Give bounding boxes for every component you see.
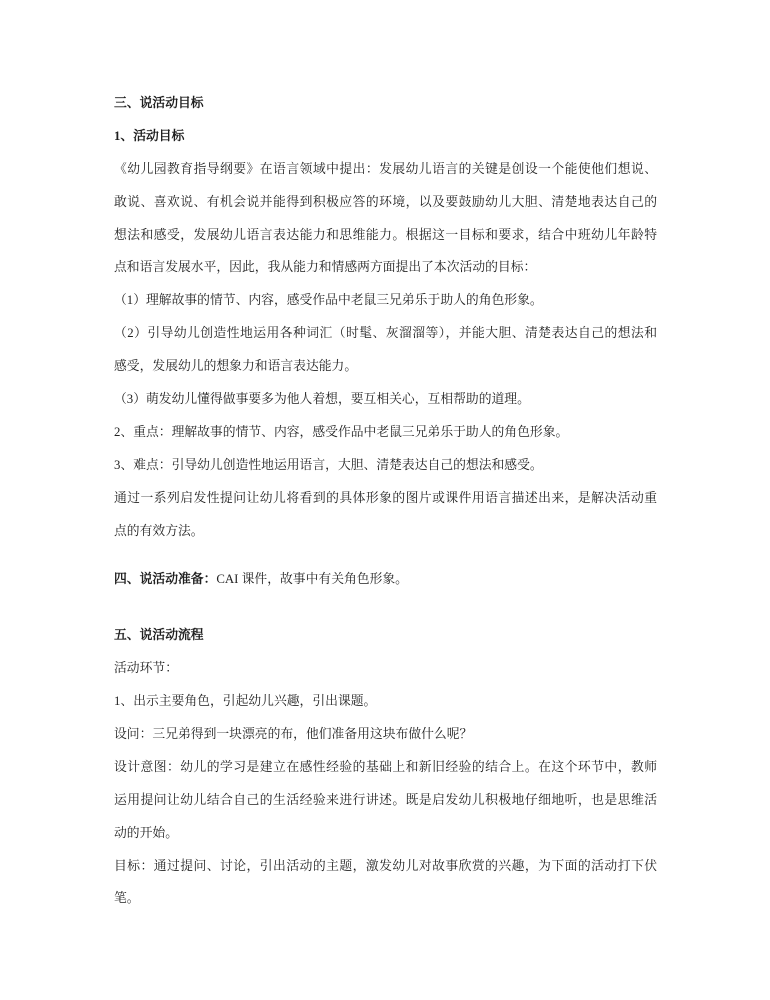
body-text-segment: （3）萌发幼儿懂得做事要多为他人着想，要互相关心，互相帮助的道理。 [114,392,530,407]
text-line [114,350,657,383]
heading-activity-goals [114,120,657,153]
text-line [114,87,657,120]
body-text-segment: 点的有效方法。 [114,523,204,538]
body-text-segment: CAI 课件，故事中有关角色形象。 [216,572,408,587]
body-text-segment: 活动环节： [114,661,178,676]
activity-phases-label [114,652,657,685]
text-line [114,751,657,784]
paragraph-method [114,482,657,548]
heading-section-three [114,87,657,120]
body-text-segment: 2、重点：理解故事的情节、内容，感受作品中老鼠三兄弟乐于助人的角色形象。 [114,424,569,439]
text-line [114,784,657,817]
key-point [114,416,657,449]
paragraph-outline-quote [114,153,657,285]
step-1 [114,685,657,718]
body-text-segment: （2）引导幼儿创造性地运用各种词汇（时髦、灰溜溜等），并能大胆、清楚表达自己的想法和 [114,326,657,341]
text-line [114,416,657,449]
text-line [114,317,657,350]
text-line [114,652,657,685]
question-prompt [114,718,657,751]
body-text-segment: 笔。 [114,891,140,906]
body-text-segment: 3、难点：引导幼儿创造性地运用语言，大胆、清楚表达自己的想法和感受。 [114,457,543,472]
text-line [114,685,657,718]
text-line [114,482,657,515]
body-text-segment: 动的开始。 [114,825,178,840]
body-text-segment: 设计意图：幼儿的学习是建立在感性经验的基础上和新旧经验的结合上。在这个环节中，教师 [114,759,657,774]
text-line [114,563,657,596]
body-text-segment: 设问：三兄弟得到一块漂亮的布，他们准备用这块布做什么呢？ [114,727,473,742]
body-text-segment: 点和语言发展水平，因此，我从能力和情感两方面提出了本次活动的目标： [114,260,537,275]
design-intent [114,751,657,850]
text-line [114,120,657,153]
goal-item-2 [114,317,657,383]
difficult-point [114,449,657,482]
text-line [114,383,657,416]
goal-item-3 [114,383,657,416]
text-line [114,718,657,751]
body-text-segment: 目标：通过提问、讨论，引出活动的主题，激发幼儿对故事欣赏的兴趣，为下面的活动打下伏 [114,858,657,873]
text-line [114,619,657,652]
text-line [114,251,657,284]
text-line [114,515,657,548]
body-text-segment: 《幼儿园教育指导纲要》在语言领域中提出：发展幼儿语言的关键是创设一个能使他们想说、 [114,161,657,176]
text-line [114,449,657,482]
text-line [114,186,657,219]
body-text-segment: 敢说、喜欢说、有机会说并能得到积极应答的环境，以及要鼓励幼儿大胆、清楚地表达自己的 [114,194,657,209]
body-text-segment: 运用提问让幼儿结合自己的生活经验来进行讲述。既是启发幼儿积极地仔细地听，也是思维活 [114,792,657,807]
bold-text-segment: 三、说活动目标 [114,96,204,110]
bold-text-segment: 四、说活动准备： [114,572,217,587]
text-line [114,284,657,317]
text-line [114,882,657,915]
body-text-segment: 感受，发展幼儿的想象力和语言表达能力。 [114,359,358,374]
body-text-segment: 通过一系列启发性提问让幼儿将看到的具体形象的图片或课件用语言描述出来，是解决活动重 [114,490,657,505]
body-text-segment: （1）理解故事的情节、内容，感受作品中老鼠三兄弟乐于助人的角色形象。 [114,293,543,308]
body-text-segment: 1、出示主要角色，引起幼儿兴趣，引出课题。 [114,694,377,709]
bold-text-segment: 1、活动目标 [114,128,185,143]
text-line [114,817,657,850]
section-four-preparation [114,563,657,596]
text-line [114,850,657,883]
body-text-segment: 想法和感受，发展幼儿语言表达能力和思维能力。根据这一目标和要求，结合中班幼儿年龄特 [114,227,657,242]
goal-item-1 [114,284,657,317]
text-line [114,219,657,252]
text-line [114,153,657,186]
heading-section-five [114,619,657,652]
bold-text-segment: 五、说活动流程 [114,628,204,643]
step-goal [114,850,657,916]
